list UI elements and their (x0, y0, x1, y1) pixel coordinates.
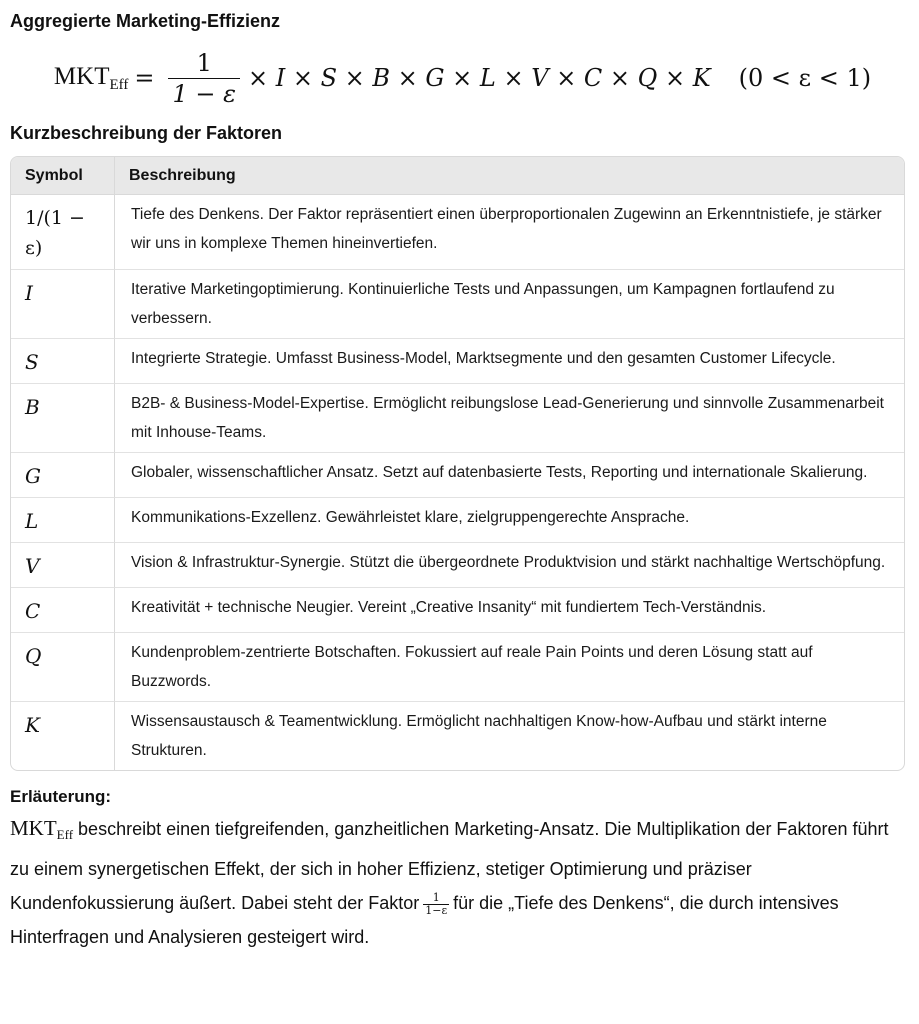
table-row (11, 702, 904, 770)
factor-symbol: V (11, 543, 115, 588)
factor-description: Kundenproblem-zentrierte Botschaften. Fokussiert auf reale Pain Points und deren Lösung statt auf Buzzwords. (115, 633, 904, 702)
factor-symbol: L (11, 498, 115, 543)
explanation-heading: Erläuterung: (10, 787, 112, 806)
formula-condition: (0 < ε < 1) (738, 64, 872, 92)
factor-description: Globaler, wissenschaftlicher Ansatz. Setzt auf datenbasierte Tests, Reporting und internationale Skalierung. (115, 453, 904, 498)
document (10, 8, 905, 954)
formula-lhs: $MKT_{Eff}$ (53, 62, 129, 93)
table-header-row (11, 157, 904, 195)
factor-symbol: G (11, 453, 115, 498)
table-row (11, 633, 904, 702)
formula-factors: × I × S × B × G × L × V × C × Q × K (247, 64, 711, 92)
explanation-fraction: $\frac{1}{1-\varepsilon}$ (425, 890, 448, 917)
table-row (11, 543, 904, 588)
table-row (11, 195, 904, 270)
factor-symbol: Q (11, 633, 115, 702)
factor-symbol: K (11, 702, 115, 770)
explanation-mkt: $MKT_{Eff}$ (10, 816, 74, 842)
factor-symbol: C (11, 588, 115, 633)
factor-symbol: I (11, 270, 115, 339)
factor-symbol: S (11, 339, 115, 384)
factor-symbol: 1/(1 − ε) (11, 195, 115, 270)
table-row (11, 384, 904, 453)
factor-description: B2B- & Business-Model-Expertise. Ermöglicht reibungslose Lead-Generierung und sinnvolle Zusammenarbeit mit Inhouse-Teams. (115, 384, 904, 453)
header-symbol: Symbol (11, 157, 115, 195)
formula-equals: = (134, 64, 155, 92)
table-row (11, 453, 904, 498)
factor-description: Tiefe des Denkens. Der Faktor repräsentiert einen überproportionalen Zugewinn an Erkenntnistiefe, je stärker wir uns in komplexe Themen hineinvertiefen. (115, 195, 904, 270)
table-row (11, 339, 904, 384)
factor-description: Kommunikations-Exzellenz. Gewährleistet klare, zielgruppengerechte Ansprache. (115, 498, 904, 543)
table-row (11, 270, 904, 339)
table-row (11, 498, 904, 543)
factor-description: Iterative Marketingoptimierung. Kontinuierliche Tests und Anpassungen, um Kampagnen fortlaufend zu verbessern. (115, 270, 904, 339)
table-row (11, 588, 904, 633)
formula (10, 40, 905, 116)
formula-fraction: $\frac{1}{1 - \varepsilon}$ (168, 50, 240, 107)
factor-description: Vision & Infrastruktur-Synergie. Stützt die übergeordnete Produktvision und stärkt nachhaltige Wertschöpfung. (115, 543, 904, 588)
explanation-text: $MKT_{Eff}$ beschreibt einen tiefgreifenden, ganzheitlichen Marketing-Ansatz. Die Multiplikation der Faktoren führt zu einem synergetischen Effekt, der sich in hoher Effizienz, stetiger Optimierung und präziser Kundenfokussierung äußert. Dabei steht der Faktor $\frac{1}{1-\varepsilon}$ für die „Tiefe des Denkens“, die durch intensives Hinterfragen und Analysieren gesteigert wird. (10, 816, 889, 947)
factor-description: Integrierte Strategie. Umfasst Business-Model, Marktsegmente und den gesamten Customer Lifecycle. (115, 339, 904, 384)
factors-table (10, 156, 905, 771)
factor-description: Wissensaustausch & Teamentwicklung. Ermöglicht nachhaltigen Know-how-Aufbau und stärkt interne Strukturen. (131, 713, 827, 759)
factor-description: Kreativität + technische Neugier. Vereint „Creative Insanity“ mit fundiertem Tech-Verständnis. (115, 588, 904, 633)
header-description: Beschreibung (115, 157, 904, 195)
factor-symbol: B (11, 384, 115, 453)
page-title: Aggregierte Marketing-Effizienz (10, 11, 281, 31)
table-subtitle: Kurzbeschreibung der Faktoren (10, 123, 283, 143)
